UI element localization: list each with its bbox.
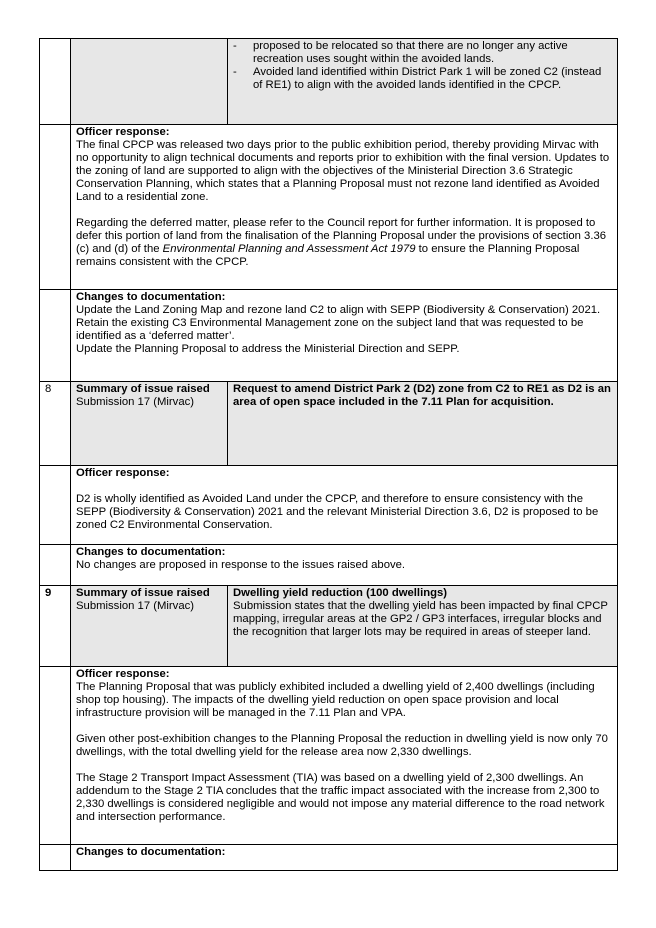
changes-heading: Changes to documentation: bbox=[76, 291, 226, 303]
submission-ref: Submission 17 (Mirvac) bbox=[76, 396, 195, 408]
officer-response-row bbox=[40, 466, 618, 545]
summary-label-cell bbox=[71, 586, 228, 667]
issue-bullet: - Avoided land identified within District Park 1 will be zoned C2 (instead of RE1) to align with the avoided lands identified in the CPCP. bbox=[253, 66, 612, 92]
officer-response-paragraph: D2 is wholly identified as Avoided Land under the CPCP, and therefore to ensure consistency with the SEPP (Biodiversity & Conservation) 2021 and the relevant Ministerial Direction 3.6, D2 is proposed to be zoned C2 Environmental Conservation. bbox=[76, 493, 599, 531]
changes-cell bbox=[71, 545, 618, 586]
row-number: 8 bbox=[40, 382, 71, 466]
officer-response-cell bbox=[71, 466, 618, 545]
summary-label-cell bbox=[71, 382, 228, 466]
act-title: Environmental Planning and Assessment Act 1979 bbox=[162, 243, 416, 255]
row-number: 9 bbox=[40, 586, 71, 667]
changes-line: Retain the existing C3 Environmental Management zone on the subject land that was requested to be identified as a ‘deferred matter’. bbox=[76, 317, 584, 342]
issue-title: Request to amend District Park 2 (D2) zone from C2 to RE1 as D2 is an area of open space included in the 7.11 Plan for acquisition. bbox=[233, 383, 611, 408]
summary-label: Summary of issue raised bbox=[76, 383, 210, 395]
changes-row bbox=[40, 290, 618, 382]
officer-response-heading: Officer response: bbox=[76, 668, 170, 680]
changes-heading: Changes to documentation: bbox=[76, 846, 226, 858]
changes-heading: Changes to documentation: bbox=[76, 546, 226, 558]
officer-response-paragraph: The final CPCP was released two days prior to the public exhibition period, thereby providing Mirvac with no opportunity to align technical documents and reports prior to exhibition with the final version. Updates to the zoning of land are supported to align with the objectives of the Ministerial Direction 3.6 Strategic Conservation Planning, which states that a Planning Proposal must not rezone land identified as Avoided Land to a residential zone. bbox=[76, 139, 610, 203]
changes-line: Update the Land Zoning Map and rezone land C2 to align with SEPP (Biodiversity & Conservation) 2021. bbox=[76, 304, 601, 316]
continued-summary-row bbox=[40, 39, 618, 125]
summary-label: Summary of issue raised bbox=[76, 587, 210, 599]
changes-cell bbox=[71, 845, 618, 871]
issue-cell bbox=[228, 586, 618, 667]
issue-row-8 bbox=[40, 382, 618, 466]
row-number-cell bbox=[40, 39, 71, 125]
officer-response-heading: Officer response: bbox=[76, 467, 170, 479]
summary-label-cell bbox=[71, 39, 228, 125]
officer-response-row bbox=[40, 667, 618, 845]
officer-response-paragraph: The Planning Proposal that was publicly exhibited included a dwelling yield of 2,400 dwellings (including shop top housing). The impacts of the dwelling yield reduction on open space provision and local infrastructure provision will be managed in the 7.11 Plan and VPA. bbox=[76, 681, 595, 719]
officer-response-paragraph: Regarding the deferred matter, please refer to the Council report for further information. It is proposed to defer this portion of land from the finalisation of the Planning Proposal under the provisions of section 3.36 (c) and (d) of the Environmental Planning and Assessment Act 1979 to ensure the Planning Proposal remains consistent with the CPCP. bbox=[76, 217, 607, 268]
issue-cell bbox=[228, 382, 618, 466]
issue-title: Dwelling yield reduction (100 dwellings) bbox=[233, 587, 448, 599]
changes-line: No changes are proposed in response to the issues raised above. bbox=[76, 559, 406, 571]
changes-cell bbox=[71, 290, 618, 382]
issue-bullet: - proposed to be relocated so that there are no longer any active recreation uses sought within the avoided lands. bbox=[253, 40, 612, 66]
officer-response-cell bbox=[71, 125, 618, 290]
officer-response-row bbox=[40, 125, 618, 290]
officer-response-paragraph: Given other post-exhibition changes to the Planning Proposal the reduction in dwelling yield is now only 70 dwellings, with the total dwelling yield for the release area now 2,330 dwellings. bbox=[76, 733, 608, 758]
issue-row-9 bbox=[40, 586, 618, 667]
changes-row bbox=[40, 845, 618, 871]
submissions-table bbox=[39, 38, 618, 871]
issue-cell bbox=[228, 39, 618, 125]
submission-ref: Submission 17 (Mirvac) bbox=[76, 600, 195, 612]
changes-line: Update the Planning Proposal to address the Ministerial Direction and SEPP. bbox=[76, 343, 460, 355]
issue-text: Submission states that the dwelling yield has been impacted by final CPCP mapping, irregular areas at the GP2 / GP3 interfaces, irregular blocks and the recognition that larger lots may be required in areas of steeper land. bbox=[233, 600, 608, 638]
issue-bullet-list bbox=[233, 40, 612, 92]
officer-response-cell bbox=[71, 667, 618, 845]
changes-row bbox=[40, 545, 618, 586]
officer-response-paragraph: The Stage 2 Transport Impact Assessment (TIA) was based on a dwelling yield of 2,300 dwellings. An addendum to the Stage 2 TIA concludes that the traffic impact associated with the increase from 2,300 to 2,330 dwellings is considered negligible and would not impose any material difference to the road network and intersection performance. bbox=[76, 772, 605, 823]
officer-response-heading: Officer response: bbox=[76, 126, 170, 138]
